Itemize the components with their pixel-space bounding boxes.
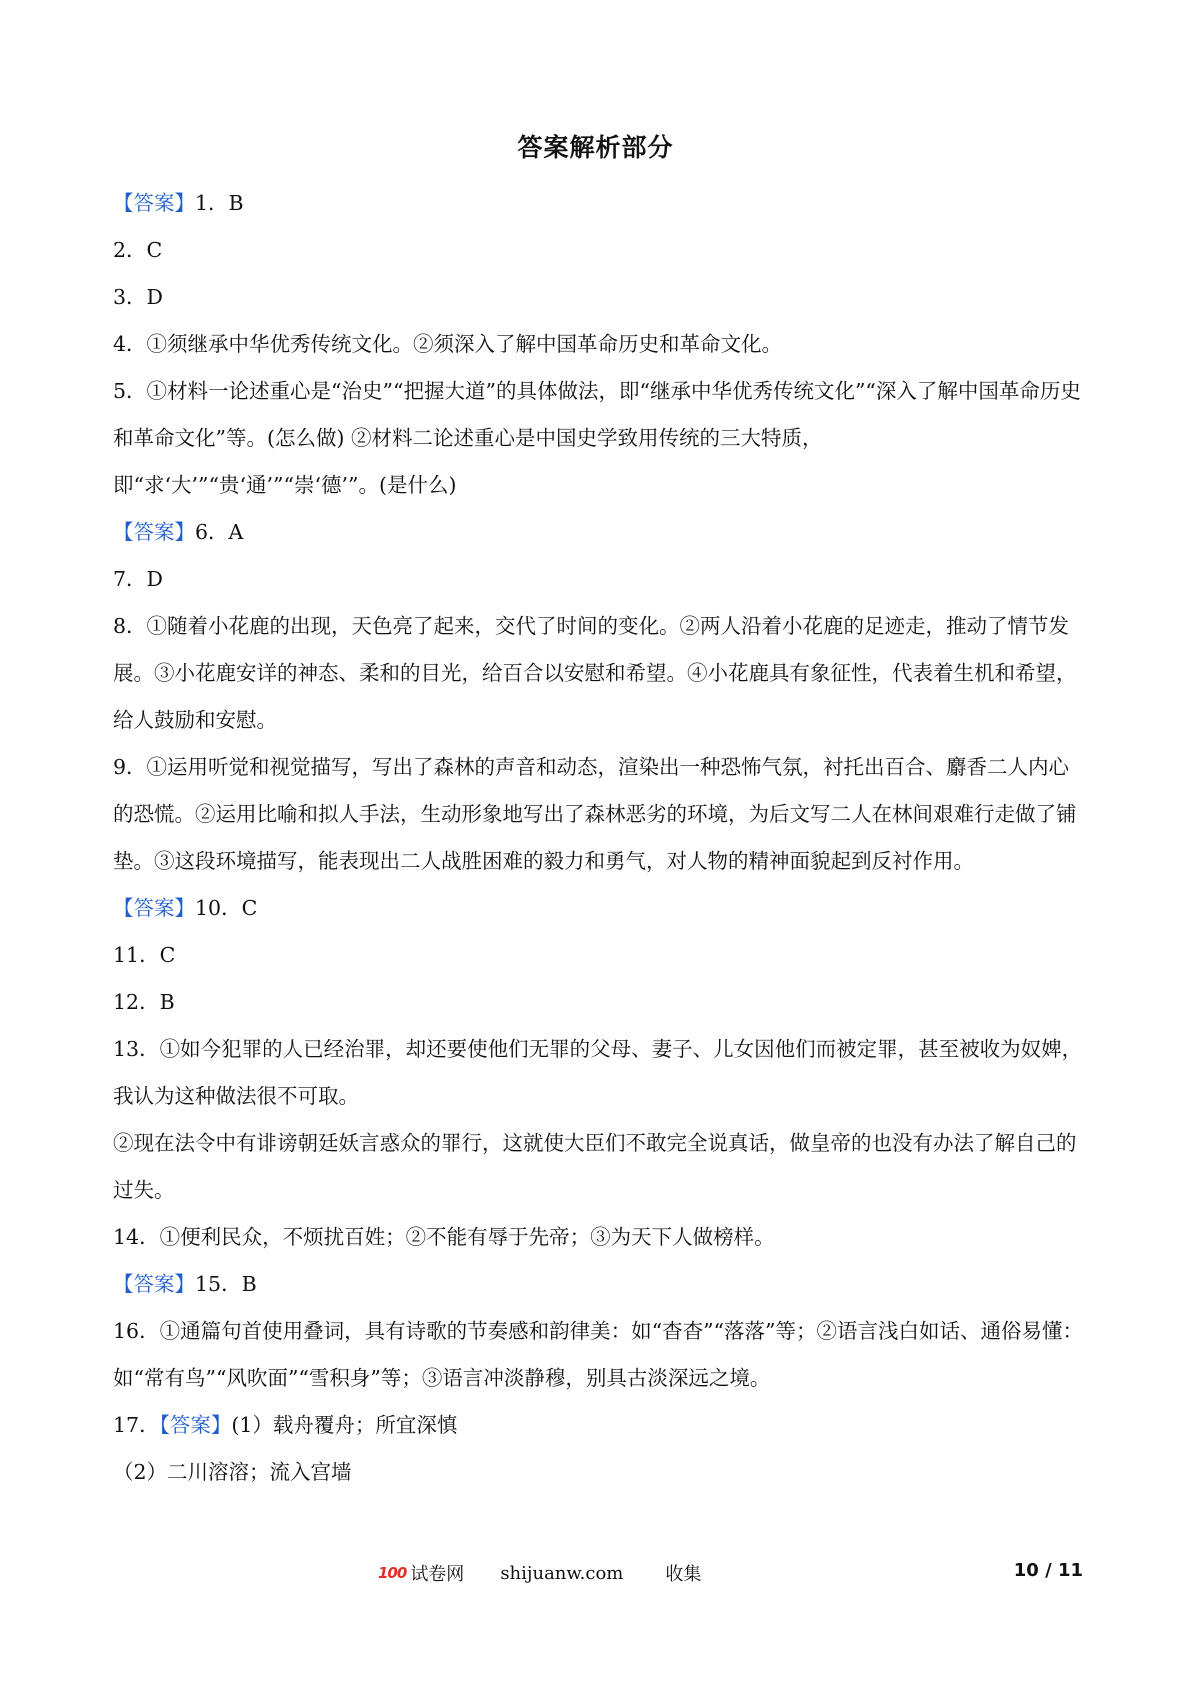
answer-line-4: 4．①须继承中华优秀传统文化。②须深入了解中国革命历史和革命文化。 <box>113 332 783 356</box>
answer-tag: 【答案】 <box>113 191 195 215</box>
answer-line-3: 3．D <box>113 285 163 309</box>
answer-tag: 【答案】 <box>113 896 195 920</box>
answer-line-8: 8．①随着小花鹿的出现，天色亮了起来，交代了时间的变化。②两人沿着小花鹿的足迹走，推动了情节发展。③小花鹿安详的神态、柔和的目光，给百合以安慰和希望。④小花鹿具有象征性，代表着生机和希望，给人鼓励和安慰。 <box>113 614 1077 732</box>
site-logo-icon: 100 <box>378 1564 407 1582</box>
page-title: 答案解析部分 <box>517 133 674 162</box>
answer-line-16: 16．①通篇句首使用叠词，具有诗歌的节奏感和韵律美：如“杳杳”“落落”等；②语言浅白如话、通俗易懂：如“常有鸟”“风吹面”“雪积身”等；③语言冲淡静穆，别具古淡深远之境。 <box>113 1319 1084 1390</box>
answer-tag: 【答案】 <box>159 1413 232 1437</box>
answer-line-9: 9．①运用听觉和视觉描写，写出了森林的声音和动态，渲染出一种恐怖气氛，衬托出百合、麝香二人内心的恐慌。②运用比喻和拟人手法，生动形象地写出了森林恶劣的环境，为后文写二人在林间艰难行走做了铺垫。③这段环境描写，能表现出二人战胜困难的毅力和勇气，对人物的精神面貌起到反衬作用。 <box>113 755 1077 873</box>
answer-tag: 【答案】 <box>113 520 195 544</box>
answer-line-17b: （2）二川溶溶；流入宫墙 <box>113 1460 352 1484</box>
answer-line-15: 【答案】15．B <box>113 1272 257 1296</box>
answer-line-17: 17．【答案】(1）载舟覆舟；所宜深慎 <box>113 1413 458 1437</box>
answer-line-1: 【答案】1．B <box>113 191 244 215</box>
footer-branding <box>378 1560 701 1586</box>
answer-line-14: 14．①便利民众，不烦扰百姓；②不能有辱于先帝；③为天下人做榜样。 <box>113 1225 775 1249</box>
footer-url: shijuanw.com <box>500 1562 624 1584</box>
answer-line-10: 【答案】10．C <box>113 896 258 920</box>
footer-site-name: 试卷网 <box>410 1564 465 1585</box>
answer-line-5: 5．①材料一论述重心是“治史”“把握大道”的具体做法，即“继承中华优秀传统文化”“深入了解中国革命历史和革命文化”等。(怎么做) ②材料二论述重心是中国史学致用传统的三大特质，即“求‘大’”“贵‘通’”“崇‘德’”。(是什么) <box>113 379 1081 497</box>
answer-line-12: 12．B <box>113 990 175 1014</box>
page-number: 10 / 11 <box>1013 1560 1083 1581</box>
answer-line-13b: ②现在法令中有诽谤朝廷妖言惑众的罪行，这就使大臣们不敢完全说真话，做皇帝的也没有办法了解自己的过失。 <box>113 1131 1077 1202</box>
answer-line-13: 13．①如今犯罪的人已经治罪，却还要使他们无罪的父母、妻子、儿女因他们而被定罪，甚至被收为奴婢，我认为这种做法很不可取。 <box>113 1037 1083 1108</box>
answer-line-7: 7．D <box>113 567 163 591</box>
answer-line-2: 2．C <box>113 238 163 262</box>
footer-collect: 收集 <box>665 1564 702 1585</box>
answer-line-6: 【答案】6．A <box>113 520 244 544</box>
answer-content <box>113 180 1083 1496</box>
page-footer <box>0 1560 1191 1590</box>
answer-line-11: 11．C <box>113 943 176 967</box>
answer-tag: 【答案】 <box>113 1272 195 1296</box>
